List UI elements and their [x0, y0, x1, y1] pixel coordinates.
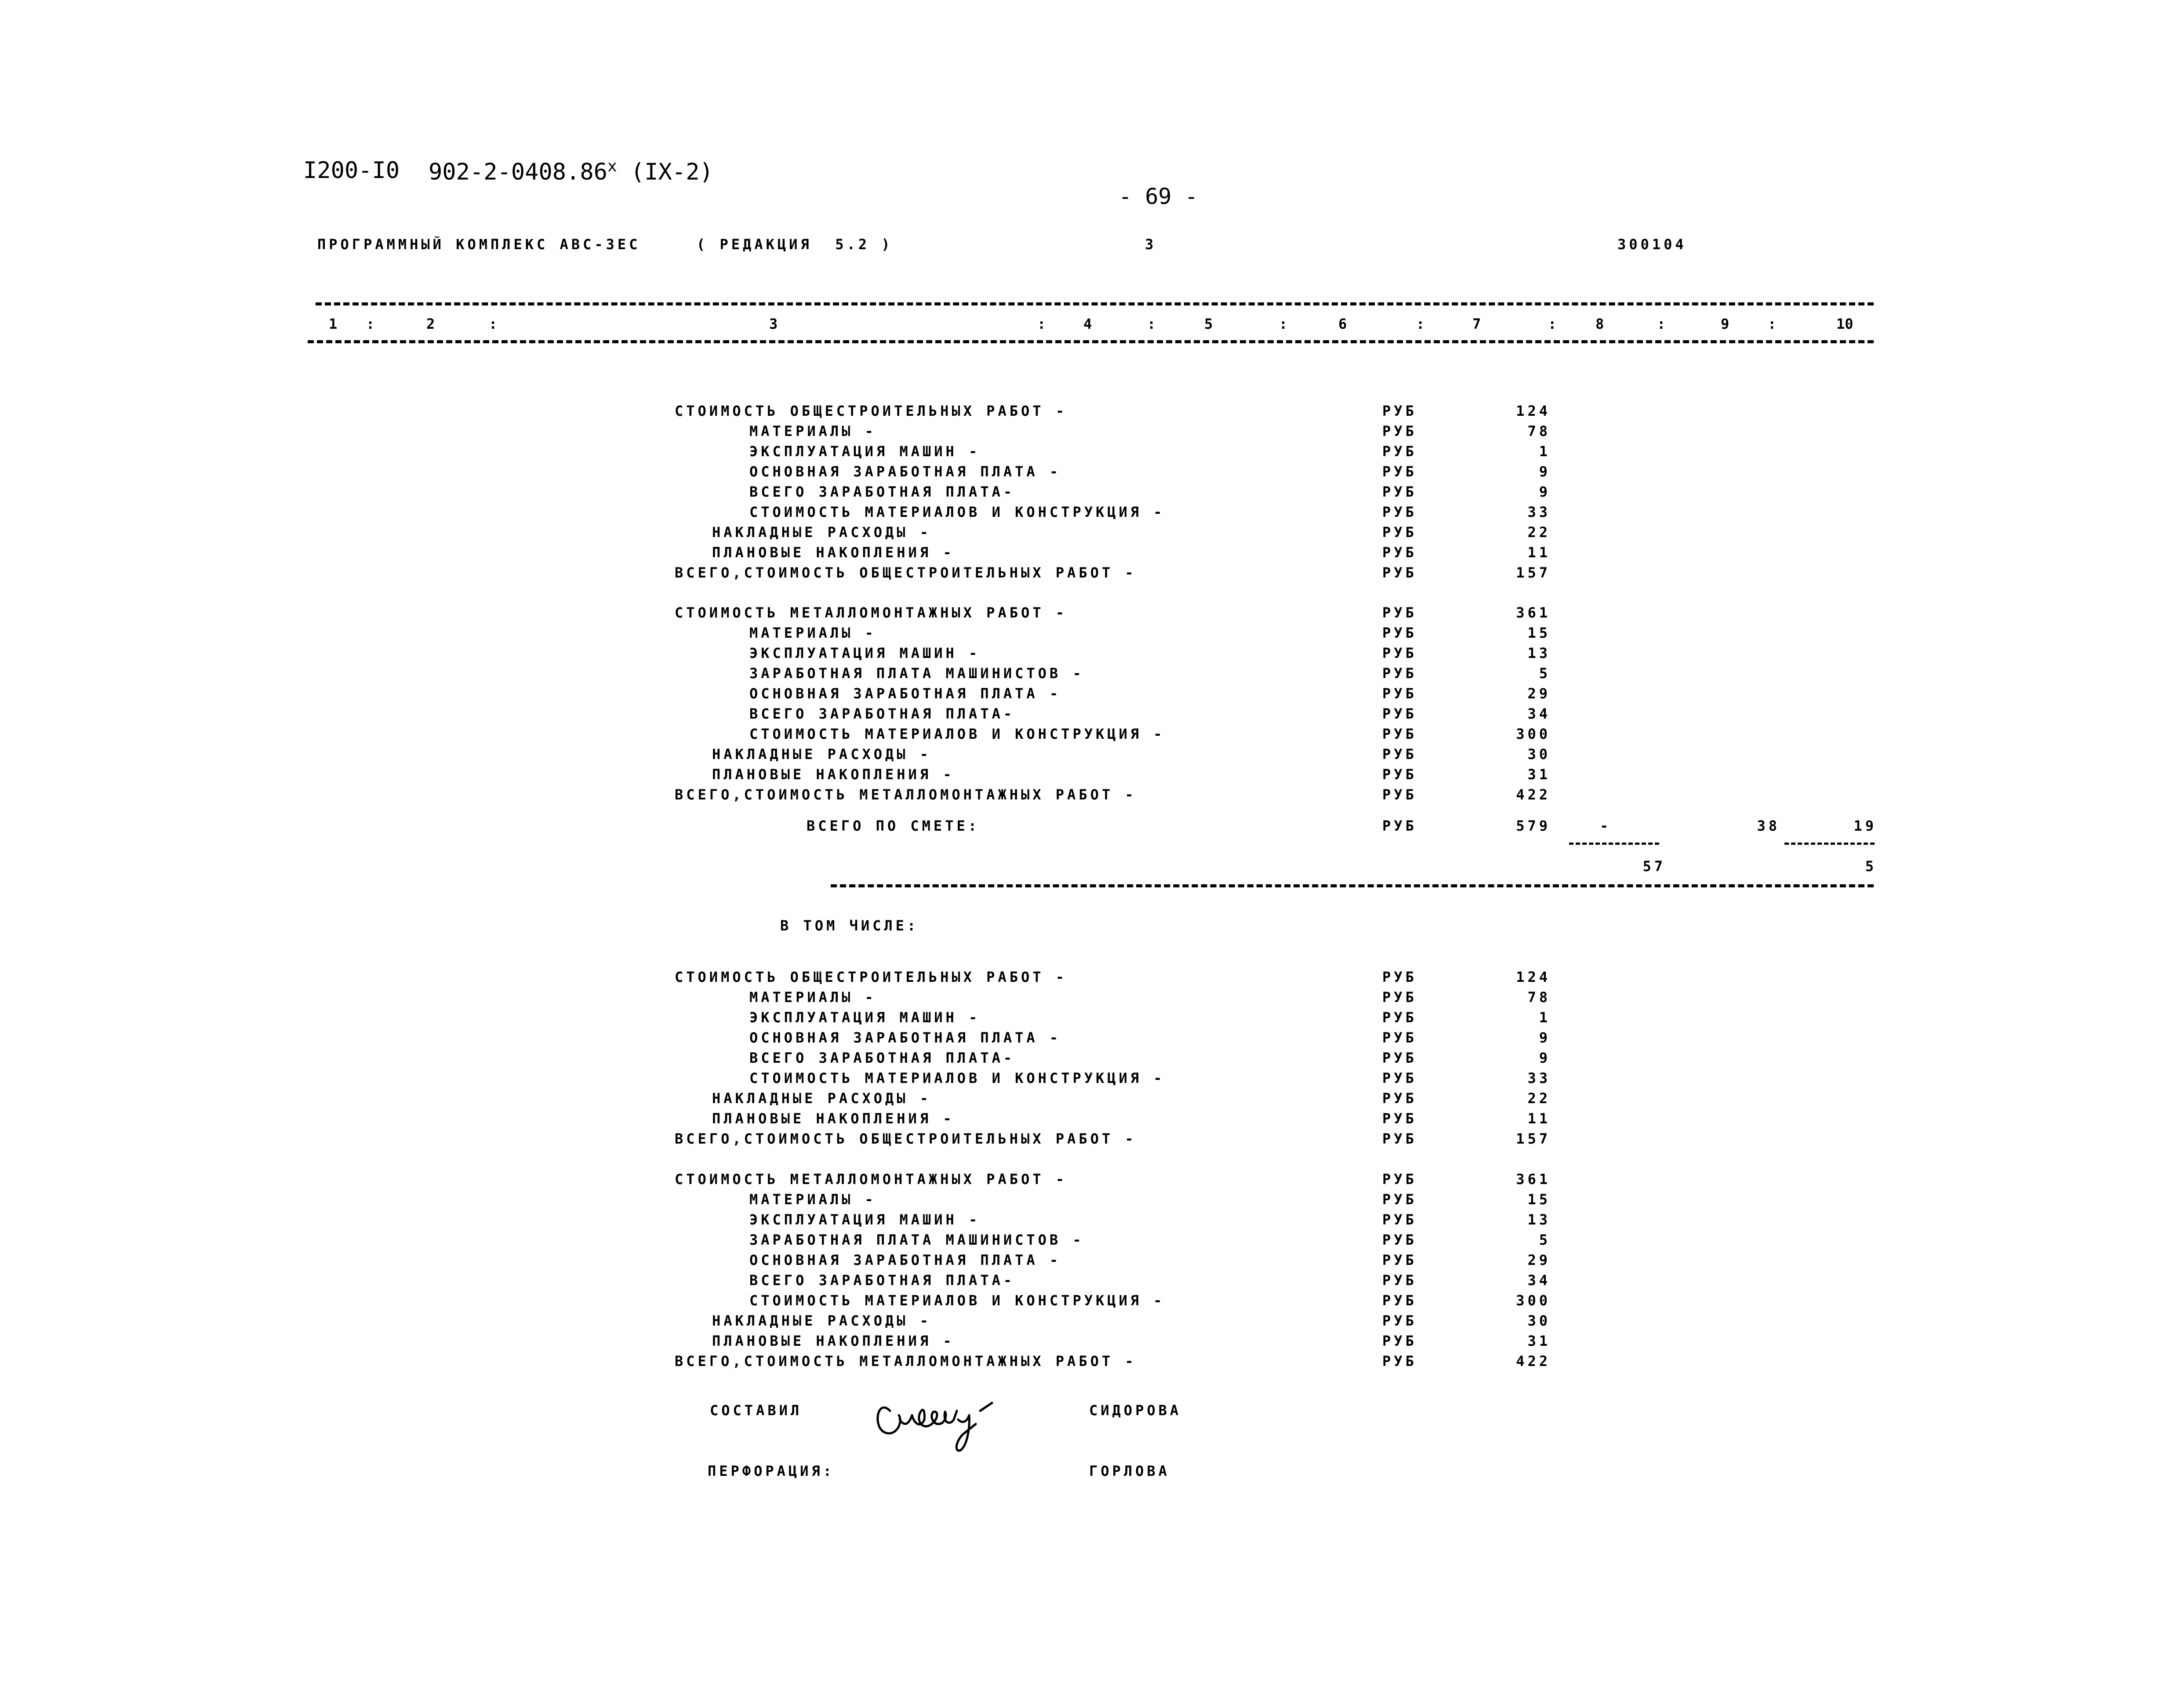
row-label: НАКЛАДНЫЕ РАСХОДЫ -: [712, 1090, 932, 1107]
column-separator: :: [1548, 316, 1557, 332]
row-label: СТОИМОСТЬ МЕТАЛЛОМОНТАЖНЫХ РАБОТ -: [675, 604, 1068, 621]
column-number: 7: [1472, 316, 1481, 332]
subtotal-col8: 57: [1643, 858, 1666, 875]
row-value: 13: [1527, 645, 1551, 661]
row-unit: РУБ: [1382, 969, 1417, 985]
row-unit: РУБ: [1382, 1171, 1417, 1188]
column-number: 6: [1338, 316, 1347, 332]
row-unit: РУБ: [1382, 645, 1417, 661]
program-name: ПРОГРАММНЫЙ КОМПЛЕКС АВС-ЗЕС: [317, 236, 641, 253]
subtotal-rule-col8: [1569, 843, 1659, 845]
column-number: 8: [1595, 316, 1604, 332]
row-value: 157: [1516, 564, 1551, 581]
row-value: 124: [1516, 403, 1551, 419]
row-value: 1: [1539, 1009, 1551, 1026]
row-value: 9: [1539, 483, 1551, 500]
column-number: 9: [1721, 316, 1730, 332]
row-unit: РУБ: [1382, 504, 1417, 520]
row-value: 31: [1527, 1333, 1551, 1349]
row-value: 11: [1527, 1110, 1551, 1127]
in-that-number-heading: В ТОМ ЧИСЛЕ:: [780, 917, 919, 934]
column-separator: :: [1279, 316, 1288, 332]
row-value: 422: [1516, 1353, 1551, 1370]
row-value: 22: [1527, 524, 1551, 541]
row-label: ПЛАНОВЫЕ НАКОПЛЕНИЯ -: [712, 544, 955, 561]
row-label: ПЛАНОВЫЕ НАКОПЛЕНИЯ -: [712, 766, 955, 783]
row-label: ВСЕГО ЗАРАБОТНАЯ ПЛАТА-: [749, 705, 1015, 722]
row-value: 9: [1539, 1050, 1551, 1066]
row-value: 33: [1527, 504, 1551, 520]
program-edition: ( РЕДАКЦИЯ 5.2 ): [697, 236, 893, 253]
row-unit: РУБ: [1382, 685, 1417, 702]
row-unit: РУБ: [1382, 1353, 1417, 1370]
column-separator: :: [489, 316, 498, 332]
row-label: ЗАРАБОТНАЯ ПЛАТА МАШИНИСТОВ -: [749, 665, 1084, 682]
row-value: 5: [1539, 665, 1551, 682]
perforation-by-name: ГОРЛОВА: [1089, 1463, 1170, 1479]
row-label: ВСЕГО ЗАРАБОТНАЯ ПЛАТА-: [749, 1050, 1015, 1066]
column-separator: :: [1768, 316, 1777, 332]
column-number: 10: [1836, 316, 1853, 332]
row-unit: РУБ: [1382, 1050, 1417, 1066]
row-value: 33: [1527, 1070, 1551, 1086]
series-code: [429, 157, 713, 185]
row-unit: РУБ: [1382, 544, 1417, 561]
subtotal-col10: 5: [1865, 858, 1877, 875]
row-unit: РУБ: [1382, 1191, 1417, 1208]
sheet-number: 3: [1145, 236, 1157, 253]
row-value: 15: [1527, 625, 1551, 641]
row-value: 157: [1516, 1130, 1551, 1147]
row-unit: РУБ: [1382, 1333, 1417, 1349]
row-unit: РУБ: [1382, 989, 1417, 1006]
row-label: СТОИМОСТЬ ОБЩЕСТРОИТЕЛЬНЫХ РАБОТ -: [675, 969, 1068, 985]
row-value: 300: [1516, 1292, 1551, 1309]
row-label: МАТЕРИАЛЫ -: [749, 989, 876, 1006]
row-unit: РУБ: [1382, 524, 1417, 541]
row-label: СТОИМОСТЬ МЕТАЛЛОМОНТАЖНЫХ РАБОТ -: [675, 1171, 1068, 1188]
document-id: 300104: [1617, 236, 1687, 253]
row-value: 22: [1527, 1090, 1551, 1107]
row-value: 34: [1527, 1272, 1551, 1289]
row-label: МАТЕРИАЛЫ -: [749, 625, 876, 641]
column-number: 3: [769, 316, 778, 332]
row-label: ВСЕГО ЗАРАБОТНАЯ ПЛАТА-: [749, 1272, 1015, 1289]
doc-code: I200-I0: [303, 157, 400, 184]
series-mark: x: [607, 157, 617, 175]
row-value: 361: [1516, 1171, 1551, 1188]
row-unit: РУБ: [1382, 1272, 1417, 1289]
row-value: 300: [1516, 726, 1551, 742]
row-label: МАТЕРИАЛЫ -: [749, 423, 876, 440]
row-unit: РУБ: [1382, 705, 1417, 722]
row-label: ЭКСПЛУАТАЦИЯ МАШИН -: [749, 1211, 981, 1228]
page-number: - 69 -: [1119, 184, 1198, 209]
row-label: ОСНОВНАЯ ЗАРАБОТНАЯ ПЛАТА -: [749, 685, 1061, 702]
row-value: 1: [1539, 443, 1551, 460]
row-value: 124: [1516, 969, 1551, 985]
row-label: ОСНОВНАЯ ЗАРАБОТНАЯ ПЛАТА -: [749, 463, 1061, 480]
compiled-label: СОСТАВИЛ: [710, 1402, 803, 1419]
series-suffix: (IX-2): [617, 159, 713, 185]
row-label: ВСЕГО,СТОИМОСТЬ МЕТАЛЛОМОНТАЖНЫХ РАБОТ -: [675, 786, 1137, 803]
row-unit: РУБ: [1382, 403, 1417, 419]
column-separator: :: [1147, 316, 1156, 332]
perforation-label: ПЕРФОРАЦИЯ:: [708, 1463, 835, 1479]
row-value: 78: [1527, 423, 1551, 440]
subtotal-rule-col10: [1784, 843, 1875, 845]
row-label: ПЛАНОВЫЕ НАКОПЛЕНИЯ -: [712, 1333, 955, 1349]
row-unit: РУБ: [1382, 665, 1417, 682]
row-label: ВСЕГО ЗАРАБОТНАЯ ПЛАТА-: [749, 483, 1015, 500]
total-col9: 38: [1757, 817, 1780, 834]
row-label: СТОИМОСТЬ МАТЕРИАЛОВ И КОНСТРУКЦИЯ -: [749, 726, 1165, 742]
row-unit: РУБ: [1382, 1110, 1417, 1127]
row-unit: РУБ: [1382, 1029, 1417, 1046]
row-label: НАКЛАДНЫЕ РАСХОДЫ -: [712, 746, 932, 763]
row-value: 5: [1539, 1232, 1551, 1248]
row-label: ОСНОВНАЯ ЗАРАБОТНАЯ ПЛАТА -: [749, 1252, 1061, 1268]
row-label: ВСЕГО,СТОИМОСТЬ ОБЩЕСТРОИТЕЛЬНЫХ РАБОТ -: [675, 564, 1137, 581]
row-label: СТОИМОСТЬ МАТЕРИАЛОВ И КОНСТРУКЦИЯ -: [749, 1292, 1165, 1309]
header-top-rule: [316, 302, 1874, 305]
column-number: 1: [329, 316, 338, 332]
row-label: ВСЕГО,СТОИМОСТЬ ОБЩЕСТРОИТЕЛЬНЫХ РАБОТ -: [675, 1130, 1137, 1147]
total-value: 579: [1516, 817, 1551, 834]
total-bottom-rule: [831, 884, 1874, 887]
row-unit: РУБ: [1382, 1090, 1417, 1107]
row-label: ВСЕГО,СТОИМОСТЬ МЕТАЛЛОМОНТАЖНЫХ РАБОТ -: [675, 1353, 1137, 1370]
row-label: ЭКСПЛУАТАЦИЯ МАШИН -: [749, 645, 981, 661]
row-unit: РУБ: [1382, 1070, 1417, 1086]
row-value: 31: [1527, 766, 1551, 783]
row-unit: РУБ: [1382, 483, 1417, 500]
row-unit: РУБ: [1382, 463, 1417, 480]
row-label: СТОИМОСТЬ ОБЩЕСТРОИТЕЛЬНЫХ РАБОТ -: [675, 403, 1068, 419]
total-label: ВСЕГО ПО СМЕТЕ:: [807, 817, 980, 834]
column-separator: :: [1037, 316, 1046, 332]
row-label: ПЛАНОВЫЕ НАКОПЛЕНИЯ -: [712, 1110, 955, 1127]
row-unit: РУБ: [1382, 746, 1417, 763]
row-value: 29: [1527, 1252, 1551, 1268]
row-value: 9: [1539, 1029, 1551, 1046]
column-number: 2: [426, 316, 435, 332]
row-value: 78: [1527, 989, 1551, 1006]
row-unit: РУБ: [1382, 726, 1417, 742]
row-unit: РУБ: [1382, 604, 1417, 621]
row-unit: РУБ: [1382, 786, 1417, 803]
row-label: НАКЛАДНЫЕ РАСХОДЫ -: [712, 524, 932, 541]
row-label: ЭКСПЛУАТАЦИЯ МАШИН -: [749, 443, 981, 460]
row-unit: РУБ: [1382, 443, 1417, 460]
column-number: 5: [1204, 316, 1213, 332]
row-label: ЭКСПЛУАТАЦИЯ МАШИН -: [749, 1009, 981, 1026]
row-label: СТОИМОСТЬ МАТЕРИАЛОВ И КОНСТРУКЦИЯ -: [749, 1070, 1165, 1086]
row-value: 30: [1527, 746, 1551, 763]
row-unit: РУБ: [1382, 625, 1417, 641]
row-value: 11: [1527, 544, 1551, 561]
row-value: 29: [1527, 685, 1551, 702]
row-unit: РУБ: [1382, 1312, 1417, 1329]
row-label: НАКЛАДНЫЕ РАСХОДЫ -: [712, 1312, 932, 1329]
signature-image: [872, 1380, 1004, 1455]
series-number: 902-2-0408.86: [429, 159, 607, 185]
row-value: 13: [1527, 1211, 1551, 1228]
row-unit: РУБ: [1382, 564, 1417, 581]
row-label: ОСНОВНАЯ ЗАРАБОТНАЯ ПЛАТА -: [749, 1029, 1061, 1046]
row-unit: РУБ: [1382, 1009, 1417, 1026]
row-value: 34: [1527, 705, 1551, 722]
total-unit: РУБ: [1382, 817, 1417, 834]
row-unit: РУБ: [1382, 1292, 1417, 1309]
row-unit: РУБ: [1382, 1130, 1417, 1147]
row-unit: РУБ: [1382, 1252, 1417, 1268]
column-separator: :: [366, 316, 375, 332]
row-value: 30: [1527, 1312, 1551, 1329]
column-separator: :: [1416, 316, 1425, 332]
row-value: 422: [1516, 786, 1551, 803]
row-label: МАТЕРИАЛЫ -: [749, 1191, 876, 1208]
header-bottom-rule: [308, 340, 1874, 343]
row-value: 15: [1527, 1191, 1551, 1208]
row-unit: РУБ: [1382, 766, 1417, 783]
row-unit: РУБ: [1382, 1232, 1417, 1248]
column-separator: :: [1657, 316, 1666, 332]
total-dash: -: [1600, 817, 1612, 834]
row-unit: РУБ: [1382, 423, 1417, 440]
row-value: 361: [1516, 604, 1551, 621]
row-label: СТОИМОСТЬ МАТЕРИАЛОВ И КОНСТРУКЦИЯ -: [749, 504, 1165, 520]
column-number: 4: [1083, 316, 1092, 332]
compiled-by-name: СИДОРОВА: [1089, 1402, 1182, 1419]
total-col10: 19: [1853, 817, 1877, 834]
row-unit: РУБ: [1382, 1211, 1417, 1228]
row-label: ЗАРАБОТНАЯ ПЛАТА МАШИНИСТОВ -: [749, 1232, 1084, 1248]
row-value: 9: [1539, 463, 1551, 480]
